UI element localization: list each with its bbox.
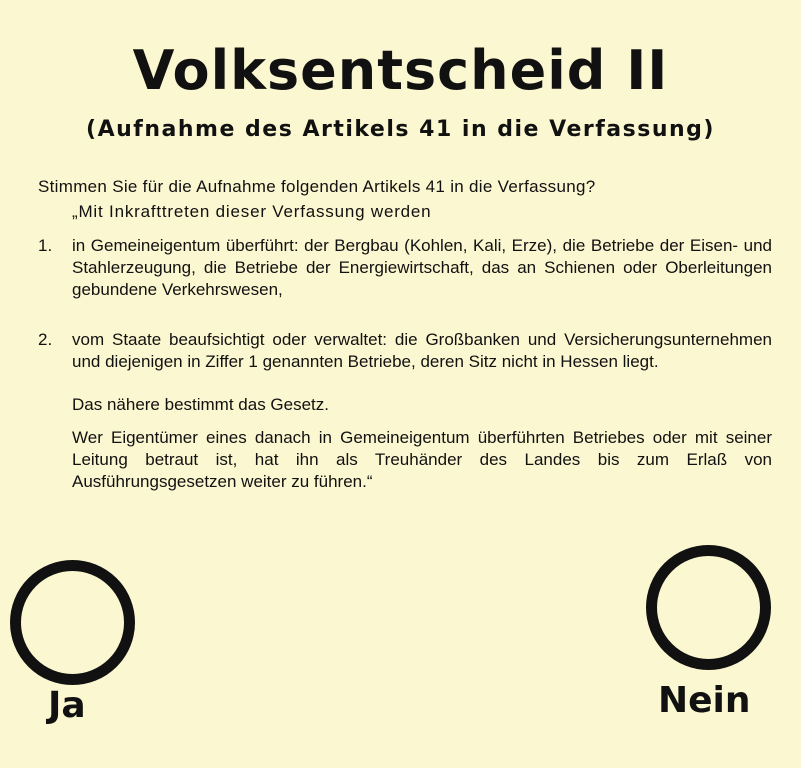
final-paragraph: Wer Eigentümer eines danach in Gemeineigentum überführten Betriebes oder mit seiner Leitung betraut ist, hat ihn als Treuhänder des Landes bis zum Erlaß von Ausführungsgesetzen weiter zu führen.“	[72, 428, 772, 491]
vote-label-yes: Ja	[48, 685, 86, 726]
article-intro: „Mit Inkrafttreten dieser Verfassung werden	[72, 202, 432, 221]
vote-circle-no[interactable]	[646, 545, 771, 670]
item-text-2: vom Staate beaufsichtigt oder verwaltet: die Großbanken und Versicherungsunternehmen und diejenigen in Ziffer 1 genannten Betriebe, deren Sitz nicht in Hessen liegt.	[72, 330, 772, 371]
ballot-subtitle: (Aufnahme des Artikels 41 in die Verfassung)	[86, 117, 715, 142]
item-text-1: in Gemeineigentum überführt: der Bergbau (Kohlen, Kali, Erze), die Betriebe der Eisen- und Stahlerzeugung, die Betriebe der Energiewirtschaft, das an Schienen oder Oberleitungen gebundene Verkehrswesen,	[72, 236, 772, 299]
closing-sentence: Das nähere bestimmt das Gesetz.	[72, 395, 330, 414]
ballot-question: Stimmen Sie für die Aufnahme folgenden Artikels 41 in die Verfassung?	[38, 177, 596, 196]
vote-circle-yes[interactable]	[10, 560, 135, 685]
item-number-1: 1.	[38, 236, 53, 255]
vote-label-no: Nein	[658, 680, 751, 721]
item-number-2: 2.	[38, 330, 53, 349]
ballot-title: Volksentscheid II	[132, 39, 669, 102]
